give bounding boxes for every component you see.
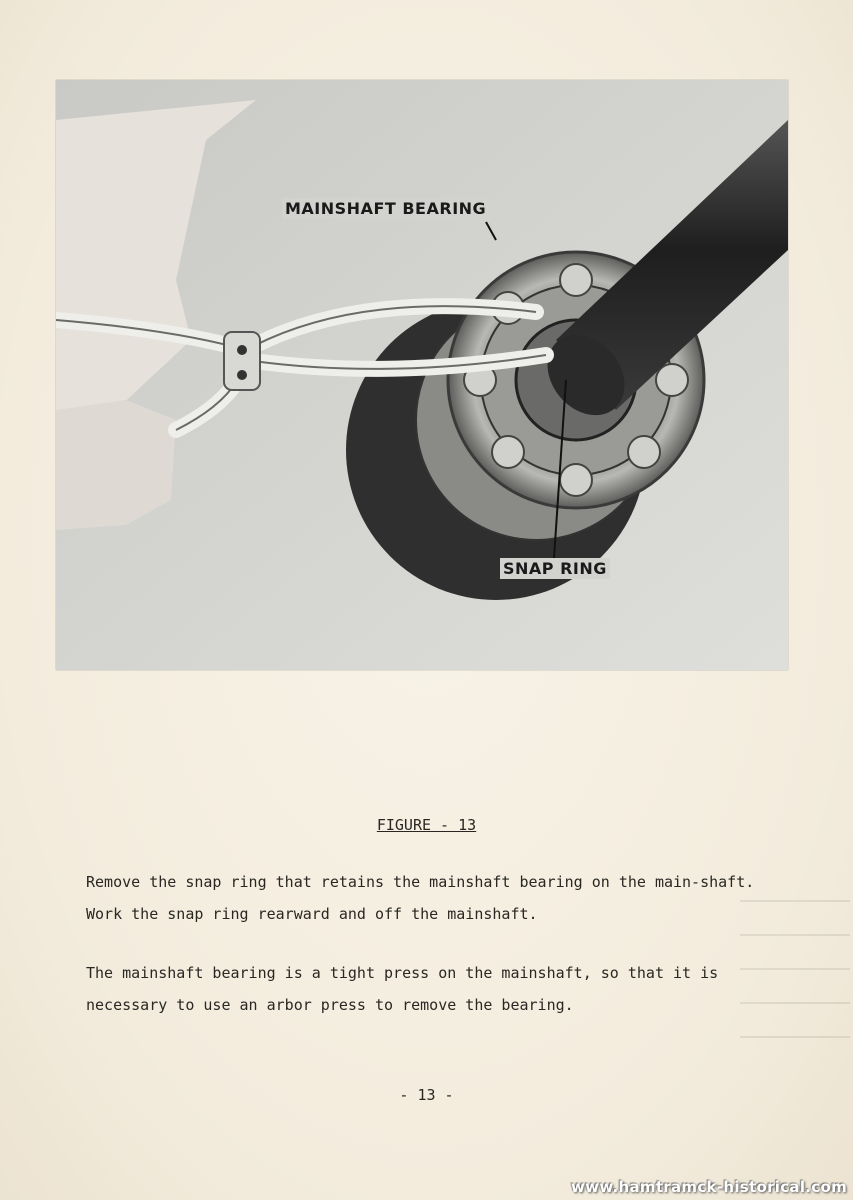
instruction-paragraph-2: The mainshaft bearing is a tight press on the mainshaft, so that it is necessary to use an arbor press to remove the bearing. (86, 964, 719, 1014)
figure-caption-text: FIGURE - 13 (376, 816, 477, 834)
mainshaft-bearing-label: MAINSHAFT BEARING (282, 198, 489, 219)
bearing-removal-illustration (56, 80, 788, 670)
site-watermark: www.hamtramck-historical.com (571, 1178, 847, 1196)
figure-photo (56, 80, 788, 670)
page-number: - 13 - (399, 1086, 454, 1104)
instruction-paragraph-1: Remove the snap ring that retains the mainshaft bearing on the main-shaft. Work the snap ring rearward and off the mainshaft. (86, 873, 755, 923)
figure-caption (0, 816, 853, 834)
snap-ring-label: SNAP RING (500, 558, 610, 579)
